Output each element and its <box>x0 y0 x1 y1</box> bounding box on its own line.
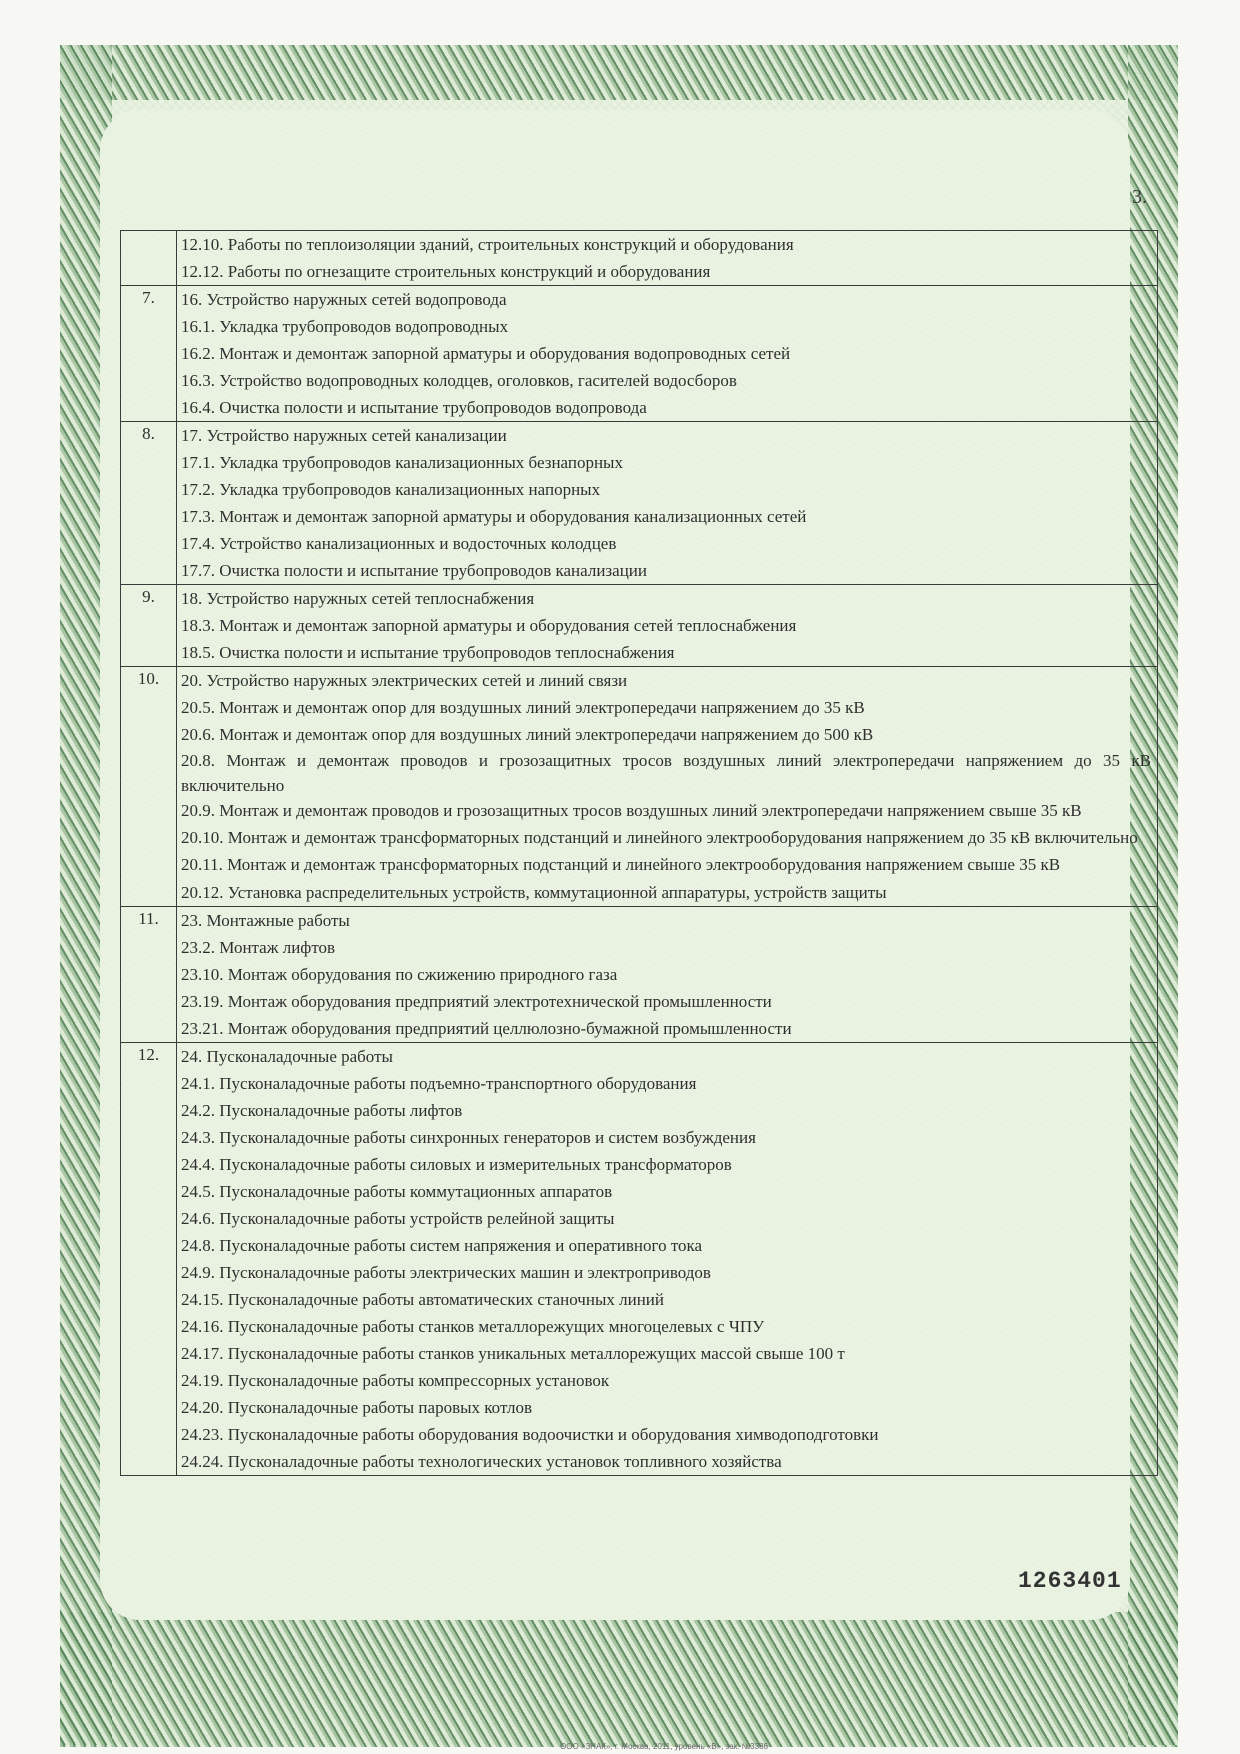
row-number-cell: 11. <box>121 907 177 1043</box>
work-items-cell <box>177 667 1158 907</box>
work-item: 16.1. Укладка трубопроводов водопроводных <box>181 317 509 336</box>
work-item: 20.10. Монтаж и демонтаж трансформаторных подстанций и линейного электрооборудования напряжением до 35 кВ включительно <box>181 828 1138 847</box>
page-number: 3. <box>1132 186 1147 208</box>
table-row <box>121 286 1158 422</box>
license-works-table <box>120 230 1158 1476</box>
work-item: 23. Монтажные работы <box>181 911 350 930</box>
work-item: 24.24. Пусконаладочные работы технологических установок топливного хозяйства <box>181 1452 782 1471</box>
work-item: 20.9. Монтаж и демонтаж проводов и грозозащитных тросов воздушных линий электропередачи напряжением свыше 35 кВ <box>181 801 1082 820</box>
ornament-border-bottom <box>60 1612 1178 1747</box>
row-number-cell: 9. <box>121 585 177 667</box>
row-number-cell: 10. <box>121 667 177 907</box>
work-item: 20. Устройство наружных электрических сетей и линий связи <box>181 671 628 690</box>
table-row <box>121 422 1158 585</box>
work-item: 24.15. Пусконаладочные работы автоматических станочных линий <box>181 1290 664 1309</box>
work-item: 24.6. Пусконаладочные работы устройств релейной защиты <box>181 1209 615 1228</box>
work-item: 20.6. Монтаж и демонтаж опор для воздушных линий электропередачи напряжением до 500 кВ <box>181 725 874 744</box>
row-number-cell: 7. <box>121 286 177 422</box>
work-item: 24.17. Пусконаладочные работы станков уникальных металлорежущих массой свыше 100 т <box>181 1344 845 1363</box>
work-item: 17.3. Монтаж и демонтаж запорной арматуры и оборудования канализационных сетей <box>181 507 807 526</box>
work-items-cell <box>177 231 1158 286</box>
serial-number: 1263401 <box>1018 1568 1122 1594</box>
work-item: 16.3. Устройство водопроводных колодцев, оголовков, гасителей водосборов <box>181 371 737 390</box>
row-number-cell <box>121 231 177 286</box>
work-item: 24.16. Пусконаладочные работы станков металлорежущих многоцелевых с ЧПУ <box>181 1317 765 1336</box>
work-item: 24.5. Пусконаладочные работы коммутационных аппаратов <box>181 1182 613 1201</box>
work-item: 17. Устройство наружных сетей канализации <box>181 426 507 445</box>
work-item: 24.3. Пусконаладочные работы синхронных генераторов и систем возбуждения <box>181 1128 756 1147</box>
table-row <box>121 231 1158 286</box>
work-item: 16.4. Очистка полости и испытание трубопроводов водопровода <box>181 398 647 417</box>
work-item: 24.19. Пусконаладочные работы компрессорных установок <box>181 1371 610 1390</box>
work-item: 17.2. Укладка трубопроводов канализационных напорных <box>181 480 601 499</box>
work-item: 24.2. Пусконаладочные работы лифтов <box>181 1101 463 1120</box>
work-item: 20.12. Установка распределительных устройств, коммутационной аппаратуры, устройств защиты <box>181 883 887 902</box>
work-item: 20.8. Монтаж и демонтаж проводов и грозозащитных тросов воздушных линий электропередачи напряжением до 35 кВ включительно <box>181 751 1151 795</box>
work-item: 12.12. Работы по огнезащите строительных конструкций и оборудования <box>181 262 711 281</box>
work-item: 24.4. Пусконаладочные работы силовых и измерительных трансформаторов <box>181 1155 732 1174</box>
work-item: 23.10. Монтаж оборудования по сжижению природного газа <box>181 965 618 984</box>
work-item: 17.1. Укладка трубопроводов канализационных безнапорных <box>181 453 623 472</box>
table-row <box>121 585 1158 667</box>
work-item: 20.5. Монтаж и демонтаж опор для воздушных линий электропередачи напряжением до 35 кВ <box>181 698 865 717</box>
work-items-cell <box>177 907 1158 1043</box>
table-body <box>121 231 1158 1476</box>
row-number-cell: 8. <box>121 422 177 585</box>
row-number-cell: 12. <box>121 1043 177 1476</box>
work-items-cell <box>177 1043 1158 1476</box>
work-item: 17.4. Устройство канализационных и водосточных колодцев <box>181 534 617 553</box>
work-item: 18.5. Очистка полости и испытание трубопроводов теплоснабжения <box>181 643 675 662</box>
table-row <box>121 907 1158 1043</box>
work-item: 16.2. Монтаж и демонтаж запорной арматуры и оборудования водопроводных сетей <box>181 344 791 363</box>
work-item: 18.3. Монтаж и демонтаж запорной арматуры и оборудования сетей теплоснабжения <box>181 616 797 635</box>
work-items-cell <box>177 585 1158 667</box>
work-item: 24.23. Пусконаладочные работы оборудования водоочистки и оборудования химводоподготовки <box>181 1425 879 1444</box>
work-items-cell <box>177 286 1158 422</box>
ornament-border-top <box>60 45 1178 100</box>
work-item: 23.21. Монтаж оборудования предприятий целлюлозно-бумажной промышленности <box>181 1019 792 1038</box>
table-row <box>121 667 1158 907</box>
work-item: 18. Устройство наружных сетей теплоснабжения <box>181 589 535 608</box>
work-item: 16. Устройство наружных сетей водопровода <box>181 290 507 309</box>
work-item: 17.7. Очистка полости и испытание трубопроводов канализации <box>181 561 647 580</box>
work-item: 12.10. Работы по теплоизоляции зданий, строительных конструкций и оборудования <box>181 235 794 254</box>
printer-imprint: ООО «ЗНАК», г. Москва, 2011, уровень «В», зак. №3386 <box>560 1742 768 1751</box>
work-item: 20.11. Монтаж и демонтаж трансформаторных подстанций и линейного электрооборудования напряжением свыше 35 кВ <box>181 855 1061 874</box>
work-item: 24.8. Пусконаладочные работы систем напряжения и оперативного тока <box>181 1236 703 1255</box>
work-item: 24. Пусконаладочные работы <box>181 1047 393 1066</box>
work-item: 23.19. Монтаж оборудования предприятий электротехнической промышленности <box>181 992 772 1011</box>
work-item: 24.9. Пусконаладочные работы электрических машин и электроприводов <box>181 1263 711 1282</box>
work-item: 24.1. Пусконаладочные работы подъемно-транспортного оборудования <box>181 1074 697 1093</box>
work-items-cell <box>177 422 1158 585</box>
work-item: 23.2. Монтаж лифтов <box>181 938 336 957</box>
work-item: 24.20. Пусконаладочные работы паровых котлов <box>181 1398 532 1417</box>
table-row <box>121 1043 1158 1476</box>
